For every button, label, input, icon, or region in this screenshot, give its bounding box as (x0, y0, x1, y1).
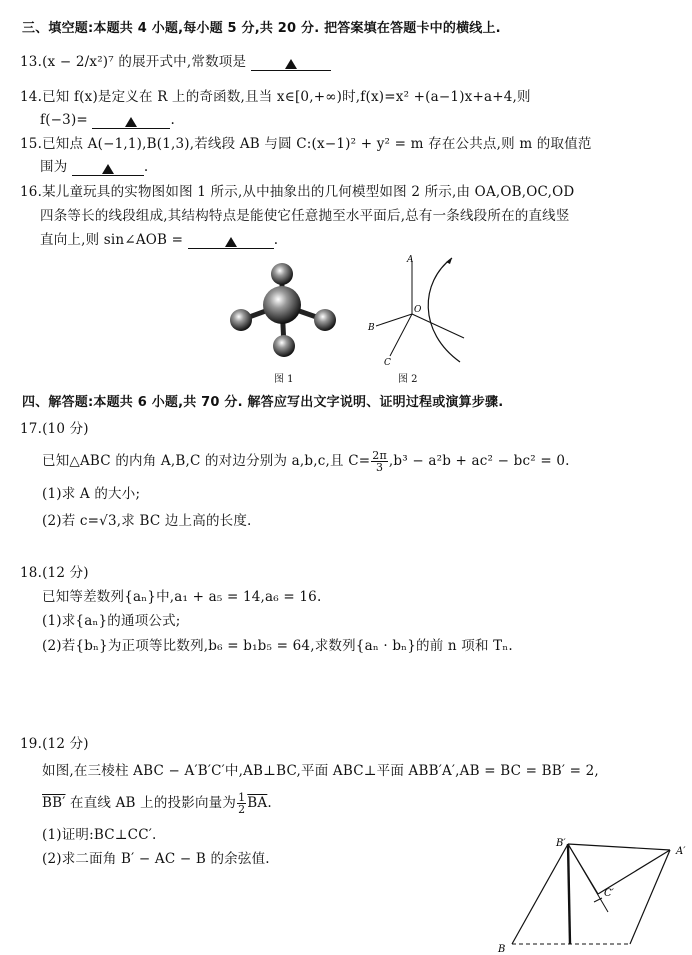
q17-part2: (2)若 c=√3,求 BC 边上高的长度. (42, 513, 252, 529)
label-A: A (407, 255, 414, 265)
question-15-line2: 围为 . (40, 159, 149, 175)
figure-2-model (360, 252, 470, 370)
q19-prism-figure (490, 832, 690, 955)
q17-stem-b: ,b³ − a²b + ac² − bc² = 0. (388, 453, 570, 469)
q16-line2: 四条等长的线段组成,其结构特点是能使它任意抛至水平面后,总有一条线段所在的直线竖 (40, 208, 570, 224)
q19-fraction (237, 792, 246, 815)
q14-answer-blank (92, 112, 170, 129)
label-B: B (368, 323, 375, 333)
q16-answer-blank (188, 232, 274, 249)
q19-stem2 (42, 792, 272, 815)
section4-heading: 四、解答题:本题共 6 小题,共 70 分. 解答应写出文字说明、证明过程或演算步骤. (22, 395, 504, 410)
q19-vector-ba: $\overline{BA}$ (247, 795, 268, 811)
q17-stem (42, 450, 570, 473)
q19-part2: (2)求二面角 B′ − AC − B 的余弦值. (42, 851, 270, 867)
label-C: C (384, 358, 391, 368)
q19-part1: (1)证明:BC⊥CC′. (42, 827, 157, 843)
question-13 (20, 53, 331, 71)
q15-line2: 围为 (40, 159, 68, 175)
label-B-prime: B′ (556, 838, 566, 849)
q18-part1: (1)求{aₙ}的通项公式; (42, 613, 181, 629)
q16-line1: 16.某儿童玩具的实物图如图 1 所示,从中抽象出的几何模型如图 2 所示,由 OA,OB,OC,OD (20, 184, 575, 200)
answer-triangle-icon (102, 164, 114, 174)
q16-line3: 直向上,则 sin∠AOB = (40, 232, 184, 248)
question-14-line2: f(−3)= . (40, 112, 175, 128)
section3-heading: 三、填空题:本题共 4 小题,每小题 5 分,共 20 分. 把答案填在答题卡中的横线上. (22, 21, 501, 36)
figure-1-caption: 图 1 (274, 374, 294, 385)
q19-stem1: 如图,在三棱柱 ABC − A′B′C′中,AB⊥BC,平面 ABC⊥平面 ABB′A′,AB = BC = BB′ = 2, (42, 763, 599, 779)
q17-head: 17.(10 分) (20, 421, 89, 437)
question-16-line3: 直向上,则 sin∠AOB = . (40, 232, 279, 248)
label-A-prime: A′ (676, 846, 686, 857)
q15-answer-blank (72, 159, 144, 176)
answer-triangle-icon (285, 59, 297, 69)
q15-line1: 15.已知点 A(−1,1),B(1,3),若线段 AB 与圆 C:(x−1)² + y² = m 存在公共点,则 m 的取值范 (20, 136, 592, 152)
figure-1-toy (225, 262, 345, 362)
q19-stem2-a: 在直线 AB 上的投影向量为 (65, 795, 237, 811)
q18-part2: (2)若{bₙ}为正项等比数列,b₆ = b₁b₅ = 64,求数列{aₙ · bₙ}的前 n 项和 Tₙ. (42, 638, 513, 654)
q13-text: 13.(x − 2/x²)⁷ 的展开式中,常数项是 (20, 54, 247, 70)
q14-line2: f(−3)= (40, 112, 88, 128)
q18-head: 18.(12 分) (20, 565, 89, 581)
q17-frac-num: 2π (372, 449, 387, 462)
q19-stem2-b: . (267, 795, 272, 811)
q17-part1: (1)求 A 的大小; (42, 486, 141, 502)
q17-stem-a: 已知△ABC 的内角 A,B,C 的对边分别为 a,b,c,且 C= (42, 453, 371, 469)
q19-head: 19.(12 分) (20, 736, 89, 752)
q19-frac-num: 1 (238, 791, 246, 804)
q14-line1: 14.已知 f(x)是定义在 R 上的奇函数,且当 x∈[0,+∞)时,f(x)=x² +(a−1)x+a+4,则 (20, 89, 531, 105)
label-B: B (498, 944, 506, 955)
q13-answer-blank (251, 54, 331, 71)
q17-frac-den: 3 (375, 461, 384, 474)
label-O: O (414, 305, 422, 315)
answer-triangle-icon (225, 237, 237, 247)
q19-vector-bbp: BB′ (42, 795, 66, 811)
q19-frac-den: 2 (238, 803, 246, 816)
figure-2-caption: 图 2 (398, 374, 418, 385)
answer-triangle-icon (125, 117, 137, 127)
label-C-prime: C′ (604, 888, 614, 899)
q17-fraction (371, 450, 388, 473)
q18-stem: 已知等差数列{aₙ}中,a₁ + a₅ = 14,a₆ = 16. (42, 589, 322, 605)
